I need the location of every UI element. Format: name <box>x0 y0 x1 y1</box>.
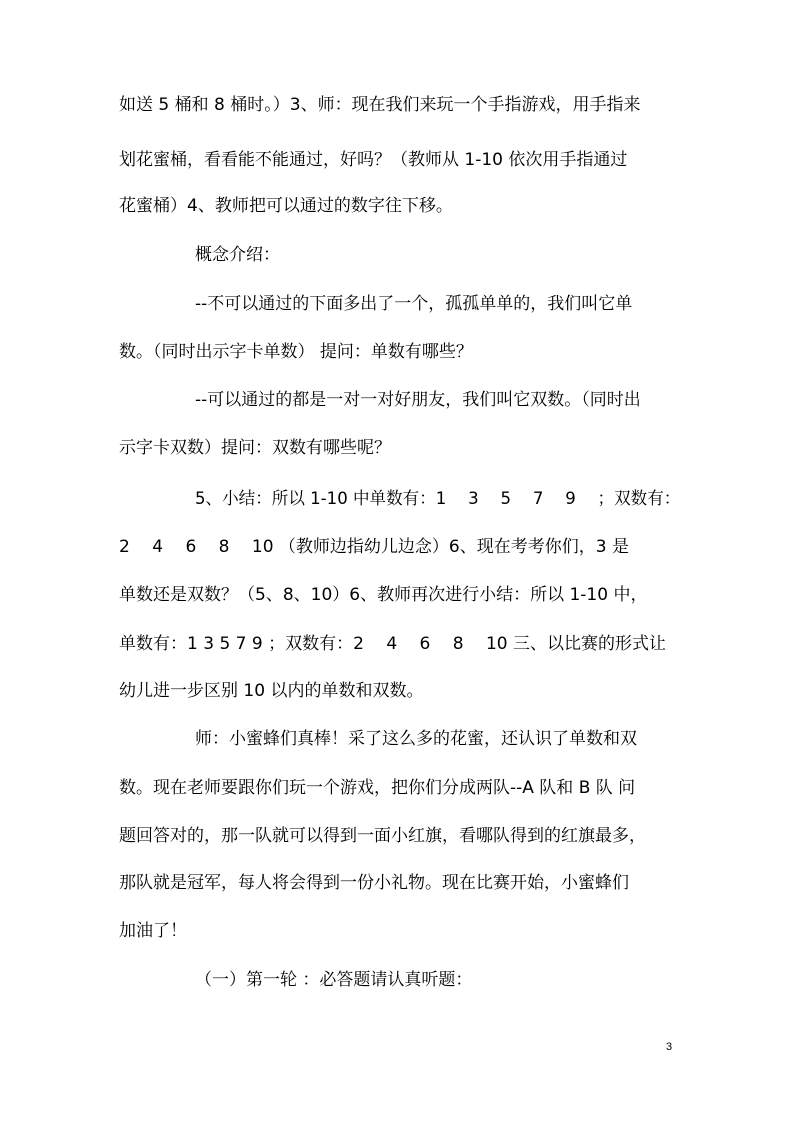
text-line: --不可以通过的下面多出了一个，孤孤单单的，我们叫它单 <box>195 294 633 314</box>
text-line: 师：小蜜蜂们真棒！采了这么多的花蜜，还认识了单数和双 <box>195 729 637 749</box>
text-line: 示字卡双数）提问：双数有哪些呢？ <box>119 438 391 458</box>
text-line: 2 4 6 8 10 （教师边指幼儿边念）6、现在考考你们，3 是 <box>119 537 629 557</box>
text-line: 加油了！ <box>119 921 187 941</box>
text-line: 概念介绍： <box>195 245 280 265</box>
text-line: --可以通过的都是一对一对好朋友，我们叫它双数。（同时出 <box>195 390 641 410</box>
text-line: 单数还是双数？（5、8、10）6、教师再次进行小结：所以 1-10 中， <box>119 585 648 605</box>
text-line: （一）第一轮 ：必答题请认真听题： <box>195 970 473 990</box>
text-line: 划花蜜桶，看看能不能通过，好吗？（教师从 1-10 依次用手指通过 <box>119 150 628 170</box>
page-number: 3 <box>666 1041 673 1053</box>
text-line: 单数有：1 3 5 7 9 ；双数有：2 4 6 8 10 三、以比赛的形式让 <box>119 634 667 654</box>
text-line: 5、小结：所以 1-10 中单数有：1 3 5 7 9 ；双数有： <box>195 489 681 509</box>
text-line: 题回答对的，那一队就可以得到一面小红旗，看哪队得到的红旗最多， <box>119 826 646 846</box>
text-line: 幼儿进一步区别 10 以内的单数和双数。 <box>119 681 424 701</box>
text-line: 花蜜桶）4、教师把可以通过的数字往下移。 <box>119 196 453 216</box>
text-line: 如送 5 桶和 8 桶时。）3、师：现在我们来玩一个手指游戏，用手指来 <box>119 95 641 115</box>
text-line: 数。现在老师要跟你们玩一个游戏，把你们分成两队--A 队和 B 队 问 <box>119 778 636 798</box>
text-line: 数。（同时出示字卡单数） 提问：单数有哪些？ <box>119 342 473 362</box>
text-line: 那队就是冠军，每人将会得到一份小礼物。现在比赛开始，小蜜蜂们 <box>119 873 629 893</box>
